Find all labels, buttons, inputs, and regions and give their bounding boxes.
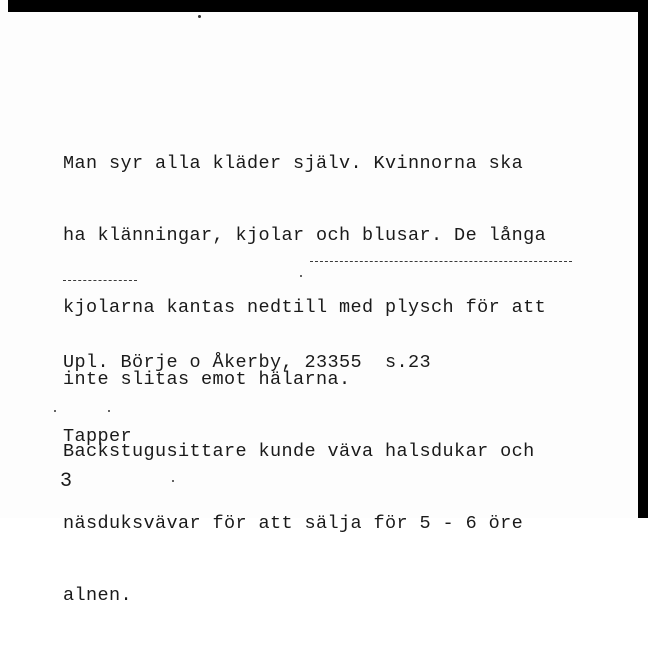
body-line-7: alnen. (63, 585, 133, 606)
body-line-4: inte slitas emot hälarna. (63, 369, 351, 390)
source-reference (63, 300, 431, 498)
body-line-3: kjolarna kantas nedtill med plysch för att (63, 297, 547, 318)
scan-speck (108, 410, 110, 412)
body-line-6: näsduksvävar för att sälja för 5 - 6 öre (63, 513, 524, 534)
scan-speck (198, 15, 201, 18)
body-line-2: ha klänningar, kjolar och blusar. De långa (63, 225, 547, 246)
body-line-5: Backstugusittare kunde väva halsdukar och (63, 441, 535, 462)
scan-speck (54, 410, 56, 412)
informant-line: Tapper (63, 426, 133, 447)
page-number: 3 (60, 470, 73, 493)
scan-speck (172, 480, 174, 482)
body-line-1: Man syr alla kläder själv. Kvinnorna ska (63, 153, 524, 174)
scan-border-top (8, 0, 648, 12)
scan-border-right (638, 0, 648, 518)
hand-underline-alnen (63, 280, 137, 281)
source-line: Upl. Börje o Åkerby, 23355 s.23 (63, 352, 432, 373)
hand-underline-salja (310, 261, 572, 262)
scan-speck (300, 275, 302, 277)
